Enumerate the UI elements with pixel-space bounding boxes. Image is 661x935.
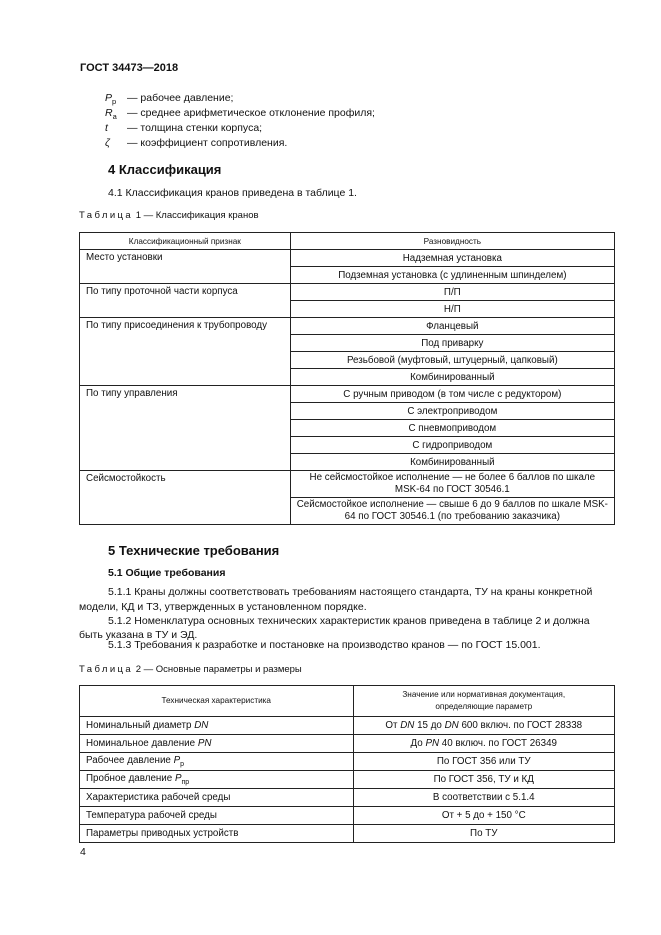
variant-cell: Резьбовой (муфтовый, штуцерный, цапковый) (290, 352, 614, 369)
table-header-cell: Техническая характеристика (80, 686, 354, 717)
table-header-cell: Разновидность (290, 233, 614, 250)
variant-cell: С электроприводом (290, 403, 614, 420)
parameter-value-cell: По ГОСТ 356, ТУ и КД (353, 771, 615, 789)
section-5-1-heading: 5.1 Общие требования (108, 567, 226, 579)
classification-table (79, 232, 615, 525)
variant-cell: Комбинированный (290, 454, 614, 471)
parameter-value-cell: От + 5 до + 150 °С (353, 807, 615, 825)
parameters-table (79, 685, 615, 843)
page-number: 4 (80, 846, 86, 858)
paragraph-5-1-2-line2: быть указана в ТУ и ЭД. (79, 629, 198, 641)
table-header-row (80, 686, 615, 717)
parameter-name-cell: Рабочее давление $P_р$ (80, 753, 354, 771)
table-row (80, 789, 615, 807)
variant-cell: Н/П (290, 301, 614, 318)
table-row (80, 771, 615, 789)
section-4-paragraph: 4.1 Классификация кранов приведена в таблице 1. (108, 187, 357, 199)
feature-cell: По типу управления (80, 386, 291, 471)
table-row (80, 753, 615, 771)
variant-cell: Надземная установка (290, 250, 614, 267)
parameter-value-cell: По ГОСТ 356 или ТУ (353, 753, 615, 771)
legend-item: $R_a$ — среднее арифметическое отклонение профиля; (105, 107, 375, 122)
parameter-name-cell: Номинальное давление PN (80, 735, 354, 753)
table-row (80, 825, 615, 843)
table-row (80, 318, 615, 335)
variant-cell: Фланцевый (290, 318, 614, 335)
parameter-value-cell: По ТУ (353, 825, 615, 843)
parameter-name-cell: Пробное давление $P_{пр}$ (80, 771, 354, 789)
paragraph-5-1-1-line2: модели, КД и ТЗ, утвержденных в установленном порядке. (79, 601, 367, 613)
table-header-row (80, 233, 615, 250)
table-header-cell: Классификационный признак (80, 233, 291, 250)
feature-cell: Место установки (80, 250, 291, 284)
table-1-caption: Таблица 1 — Классификация кранов (79, 210, 259, 221)
parameter-value-cell: В соответствии с 5.1.4 (353, 789, 615, 807)
variant-cell: С ручным приводом (в том числе с редуктором) (290, 386, 614, 403)
table-row (80, 735, 615, 753)
section-5-heading: 5 Технические требования (108, 543, 280, 558)
paragraph-5-1-1-line1: 5.1.1 Краны должны соответствовать требованиям настоящего стандарта, ТУ на краны конкретной (108, 586, 593, 598)
table-row (80, 284, 615, 301)
parameter-name-cell: Параметры приводных устройств (80, 825, 354, 843)
variant-cell: Сейсмостойкое исполнение — свыше 6 до 9 баллов по шкале MSK-64 по ГОСТ 30546.1 (по требованию заказчика) (290, 498, 614, 525)
table-row (80, 471, 615, 498)
paragraph-5-1-3: 5.1.3 Требования к разработке и постановке на производство кранов — по ГОСТ 15.001. (108, 639, 541, 651)
variant-cell: С пневмоприводом (290, 420, 614, 437)
parameter-value-cell: До PN 40 включ. по ГОСТ 26349 (353, 735, 615, 753)
parameter-value-cell: От DN 15 до DN 600 включ. по ГОСТ 28338 (353, 717, 615, 735)
symbols-legend (105, 91, 375, 151)
variant-cell: Комбинированный (290, 369, 614, 386)
paragraph-5-1-2-line1: 5.1.2 Номенклатура основных технических характеристик кранов приведена в таблице 2 и должна (108, 615, 590, 627)
variant-cell: С гидроприводом (290, 437, 614, 454)
table-row (80, 807, 615, 825)
legend-item: $P_р$ — рабочее давление; (105, 92, 234, 107)
legend-item: ζ — коэффициент сопротивления. (105, 137, 288, 149)
parameter-name-cell: Температура рабочей среды (80, 807, 354, 825)
feature-cell: По типу проточной части корпуса (80, 284, 291, 318)
document-id-header: ГОСТ 34473—2018 (80, 62, 179, 74)
table-row (80, 717, 615, 735)
parameter-name-cell: Номинальный диаметр DN (80, 717, 354, 735)
variant-cell: Под приварку (290, 335, 614, 352)
table-row (80, 250, 615, 267)
table-2-caption: Таблица 2 — Основные параметры и размеры (79, 664, 302, 675)
variant-cell: Не сейсмостойкое исполнение — не более 6 баллов по шкале MSK-64 по ГОСТ 30546.1 (290, 471, 614, 498)
table-row (80, 386, 615, 403)
table-header-cell: Значение или нормативная документация, определяющие параметр (353, 686, 615, 717)
feature-cell: По типу присоединения к трубопроводу (80, 318, 291, 386)
section-4-heading: 4 Классификация (108, 162, 222, 177)
variant-cell: П/П (290, 284, 614, 301)
parameter-name-cell: Характеристика рабочей среды (80, 789, 354, 807)
feature-cell: Сейсмостойкость (80, 471, 291, 525)
legend-item: t — толщина стенки корпуса; (105, 122, 263, 134)
variant-cell: Подземная установка (с удлиненным шпинделем) (290, 267, 614, 284)
